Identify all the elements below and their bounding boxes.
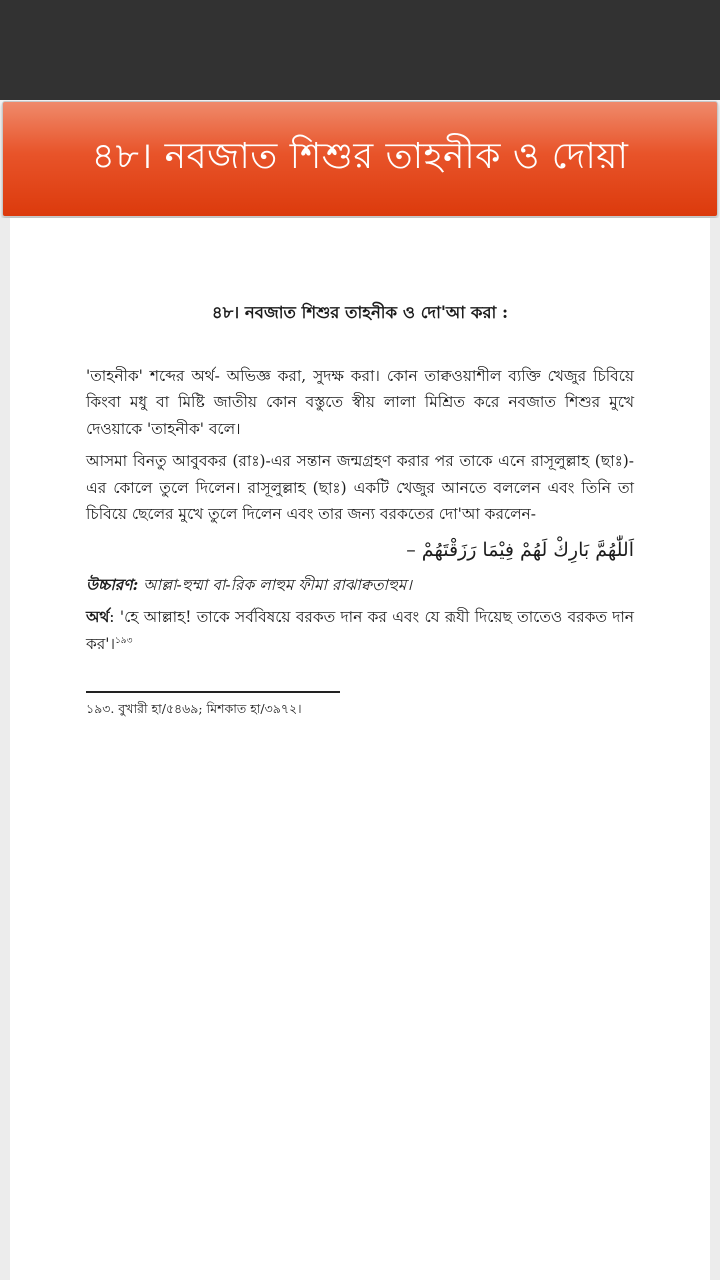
arabic-dua: اَللّٰهُمَّ بَارِكْ لَهُمْ فِيْمَا رَزَقْتَهُمْ – [406, 538, 634, 561]
meaning-text: : 'হে আল্লাহ! তাকে সর্ববিষয়ে বরকত দান কর এবং যে রূযী দিয়েছ তাতেও বরকত দান কর'। [86, 608, 634, 653]
document-heading: ৪৮। নবজাত শিশুর তাহনীক ও দো'আ করা : [211, 303, 509, 322]
meaning-label: অর্থ [86, 608, 110, 626]
pronunciation-line [86, 572, 634, 599]
footnote: ১৯৩. বুখারী হা/৫৪৬৯; মিশকাত হা/৩৯৭২। [86, 701, 302, 716]
document-content [86, 300, 634, 719]
footnote-reference: ১৯৩ [114, 635, 133, 646]
title-bar [2, 101, 718, 217]
pronunciation-label: উচ্চারণ: [86, 575, 139, 594]
page-title: ৪৮। নবজাত শিশুর তাহনীক ও দোয়া [91, 136, 629, 177]
pronunciation-text: আল্লা-হুম্মা বা-রিক লাহুম ফীমা রাঝাক্বতাহুম। [143, 575, 412, 594]
status-bar [0, 0, 720, 100]
page-margin-right [710, 218, 720, 1280]
footnote-divider [86, 691, 340, 693]
page-margin-left [0, 218, 10, 1280]
paragraph-hadith: আসমা বিনতু আবুবকর (রাঃ)-এর সন্তান জন্মগ্রহণ করার পর তাকে এনে রাসূলুল্লাহ (ছাঃ)-এর কোলে তুলে দিলেন। রাসূলুল্লাহ (ছাঃ) একটি খেজুর আনতে বললেন এবং তিনি তা চিবিয়ে ছেলের মুখে তুলে দিলেন এবং তার জন্য বরকতের দো'আ করলেন- [86, 452, 634, 523]
paragraph-tahnik-definition: 'তাহনীক' শব্দের অর্থ- অভিজ্ঞ করা, সুদক্ষ করা। কোন তাক্বওয়াশীল ব্যক্তি খেজুর চিবিয়ে কিংবা মধু বা মিষ্টি জাতীয় কোন বস্তুতে স্বীয় লালা মিশ্রিত করে নবজাত শিশুর মুখে দেওয়াকে 'তাহনীক' বলে। [86, 366, 634, 438]
meaning-line [86, 604, 634, 657]
